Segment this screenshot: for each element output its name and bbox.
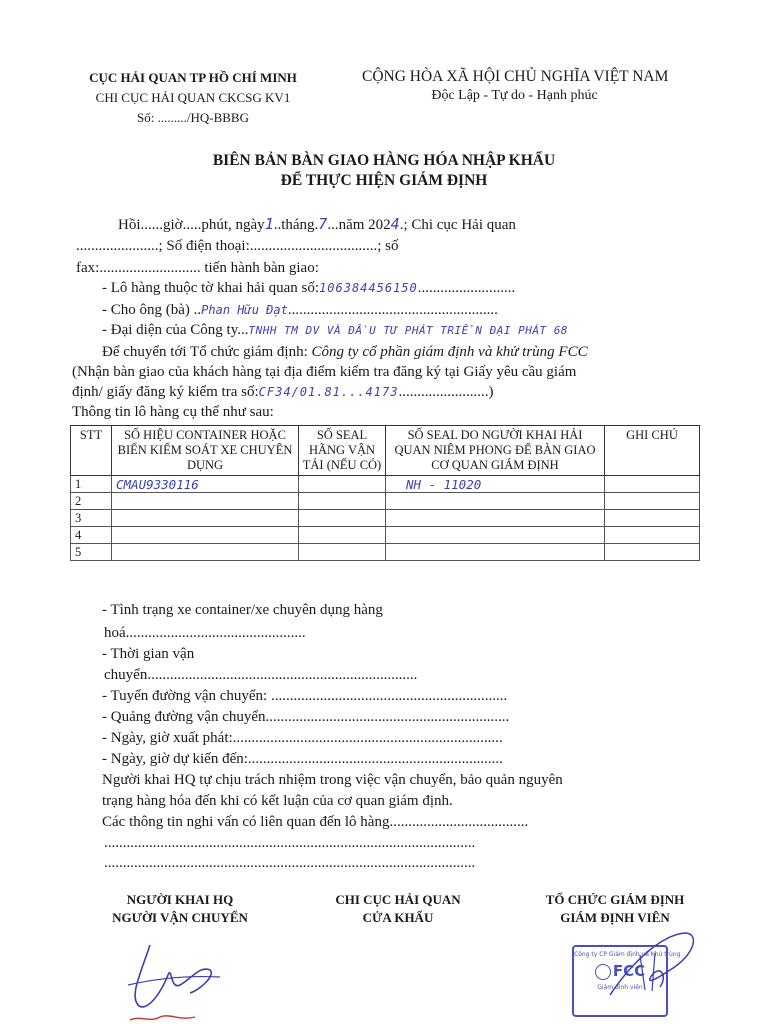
transport-time-line: - Thời gian vận [102, 646, 195, 662]
transport-time-fill: chuyển........................................................................ [104, 667, 418, 683]
row-stt: 5 [71, 544, 112, 561]
table-row [71, 527, 700, 544]
responsibility-line-2: trạng hàng hóa đến khi có kết luận của cơ quan giám định. [102, 793, 453, 809]
row-seal-customs [386, 527, 605, 544]
responsibility-line-1: Người khai HQ tự chịu trách nhiệm trong việc vận chuyển, bảo quản nguyên [102, 772, 563, 788]
declaration-value: 106384456150 [319, 281, 418, 295]
note-line-2 [72, 384, 493, 401]
fax-line: fax:........................... tiến hành bàn giao: [76, 260, 319, 276]
company-value: TNHH TM DV VÀ ĐẦU TƯ PHÁT TRIỂN ĐẠI PHÁT 68 [248, 324, 569, 337]
month-label: ..tháng. [273, 217, 319, 233]
row-seal-carrier [299, 544, 386, 561]
stamp-company-text: Công ty CP Giám định và Khử trùng [574, 951, 681, 958]
sub-agency-name: CHI CỤC HẢI QUAN CKCSG KV1 [95, 90, 291, 105]
note-label: định/ giấy đăng ký kiểm tra số: [72, 384, 259, 400]
row-container [112, 493, 299, 510]
row-container [112, 544, 299, 561]
route-line: - Tuyến đường vận chuyển: ............................................................... [102, 688, 508, 704]
signer-customs-subtitle: CỬA KHẨU [362, 910, 434, 925]
vehicle-status-fill: hoá................................................ [104, 625, 306, 641]
row-seal-customs: NH - 11020 [386, 476, 605, 493]
country-motto: Độc Lập - Tự do - Hạnh phúc [431, 88, 598, 103]
row-stt: 4 [71, 527, 112, 544]
distance-line: - Quảng đường vận chuyển................................................................. [102, 709, 510, 725]
company-label: - Đại diện của Công ty... [102, 322, 249, 338]
header-seal-carrier: SỐ SEAL HÃNG VẬN TẢI (NẾU CÓ) [299, 426, 386, 476]
row-stt: 1 [71, 476, 112, 493]
table-row [71, 476, 700, 493]
day-value: 1 [264, 215, 274, 233]
agency-name: CỤC HẢI QUAN TP HỒ CHÍ MINH [89, 70, 297, 85]
row-container: CMAU9330116 [112, 476, 299, 493]
row-note [605, 527, 700, 544]
row-container [112, 510, 299, 527]
header-seal-customs: SỐ SEAL DO NGƯỜI KHAI HẢI QUAN NIÊM PHONG ĐỂ BÀN GIAO CƠ QUAN GIÁM ĐỊNH [386, 426, 605, 476]
transfer-value: Công ty cổ phần giám định và khử trùng FCC [311, 344, 588, 360]
suspicion-fill-1: ................................................................................................... [104, 835, 476, 851]
document-number: Số: ........./HQ-BBBG [137, 110, 249, 125]
arrival-line: - Ngày, giờ dự kiến đến:.................................................................... [102, 751, 503, 767]
document-title: BIÊN BẢN BÀN GIAO HÀNG HÓA NHẬP KHẨU [212, 152, 556, 169]
stamp-logo-text: FCC [612, 962, 646, 980]
suspicion-line: Các thông tin nghi vấn có liên quan đến lô hàng..................................... [102, 814, 529, 830]
row-seal-carrier [299, 476, 386, 493]
inspection-number: CF34/01.81...4173 [258, 385, 399, 399]
departure-line: - Ngày, giờ xuất phát:........................................................................ [102, 730, 503, 746]
row-seal-customs [386, 510, 605, 527]
month-value: 7 [318, 215, 328, 233]
info-line: Thông tin lô hàng cụ thể như sau: [72, 404, 274, 420]
note-line-1: (Nhận bàn giao của khách hàng tại địa điểm kiểm tra đăng ký tại Giấy yêu cầu giám [72, 364, 577, 380]
document-subtitle: ĐỂ THỰC HIỆN GIÁM ĐỊNH [280, 172, 488, 189]
inspector-signature [600, 925, 710, 1015]
transfer-label: Để chuyển tới Tổ chức giám định: [102, 344, 308, 360]
row-seal-customs [386, 544, 605, 561]
time-text: Hồi......giờ.....phút, ngày [118, 217, 265, 233]
signer-declarant-subtitle: NGƯỜI VẬN CHUYỂN [112, 910, 248, 925]
year-value: 4 [390, 215, 400, 233]
signer-customs-title: CHI CỤC HẢI QUAN [335, 892, 461, 907]
row-seal-customs [386, 493, 605, 510]
declarant-signature [120, 935, 230, 1024]
customs-label: .; Chi cục Hải quan [399, 217, 516, 233]
vehicle-status-line: - Tình trạng xe container/xe chuyên dụng hàng [102, 602, 383, 618]
row-stt: 2 [71, 493, 112, 510]
table-header-row [71, 426, 700, 476]
row-seal-carrier [299, 527, 386, 544]
row-stt: 3 [71, 510, 112, 527]
person-value: Phan Hữu Đạt [201, 303, 288, 317]
row-note [605, 493, 700, 510]
year-label: ...năm 202 [327, 217, 391, 233]
person-line: - Cho ông (bà) ..Phan Hữu Đạt........................................................ [102, 302, 498, 318]
row-container [112, 527, 299, 544]
note-tail: ........................) [398, 384, 494, 400]
row-note [605, 510, 700, 527]
table-row [71, 493, 700, 510]
row-seal-carrier [299, 493, 386, 510]
signer-inspector-subtitle: GIÁM ĐỊNH VIÊN [560, 910, 670, 925]
row-seal-carrier [299, 510, 386, 527]
time-line [118, 215, 516, 234]
row-note [605, 544, 700, 561]
header-container: SỐ HIỆU CONTAINER HOẶC BIỂN KIỂM SOÁT XE CHUYÊN DỤNG [112, 426, 299, 476]
declaration-line: - Lô hàng thuộc tờ khai hải quan số:106384456150.......................... [102, 280, 516, 296]
suspicion-fill-2: ................................................................................................... [104, 855, 476, 871]
signer-inspector-title: TỔ CHỨC GIÁM ĐỊNH [545, 892, 685, 907]
phone-line: ......................; Số điện thoại:..................................; số [76, 238, 399, 254]
header-note: GHI CHÚ [605, 426, 700, 476]
person-label: - Cho ông (bà) .. [102, 302, 202, 318]
container-table [70, 425, 700, 561]
transfer-line [102, 344, 588, 361]
declaration-label: - Lô hàng thuộc tờ khai hải quan số: [102, 280, 320, 296]
country-title: CỘNG HÒA XÃ HỘI CHỦ NGHĨA VIỆT NAM [362, 68, 669, 85]
signer-declarant-title: NGƯỜI KHAI HQ [126, 892, 234, 907]
table-row [71, 510, 700, 527]
table-row [71, 544, 700, 561]
row-note [605, 476, 700, 493]
company-line [102, 322, 568, 339]
stamp-role-text: Giám định viên [597, 984, 643, 991]
header-stt: STT [71, 426, 112, 476]
